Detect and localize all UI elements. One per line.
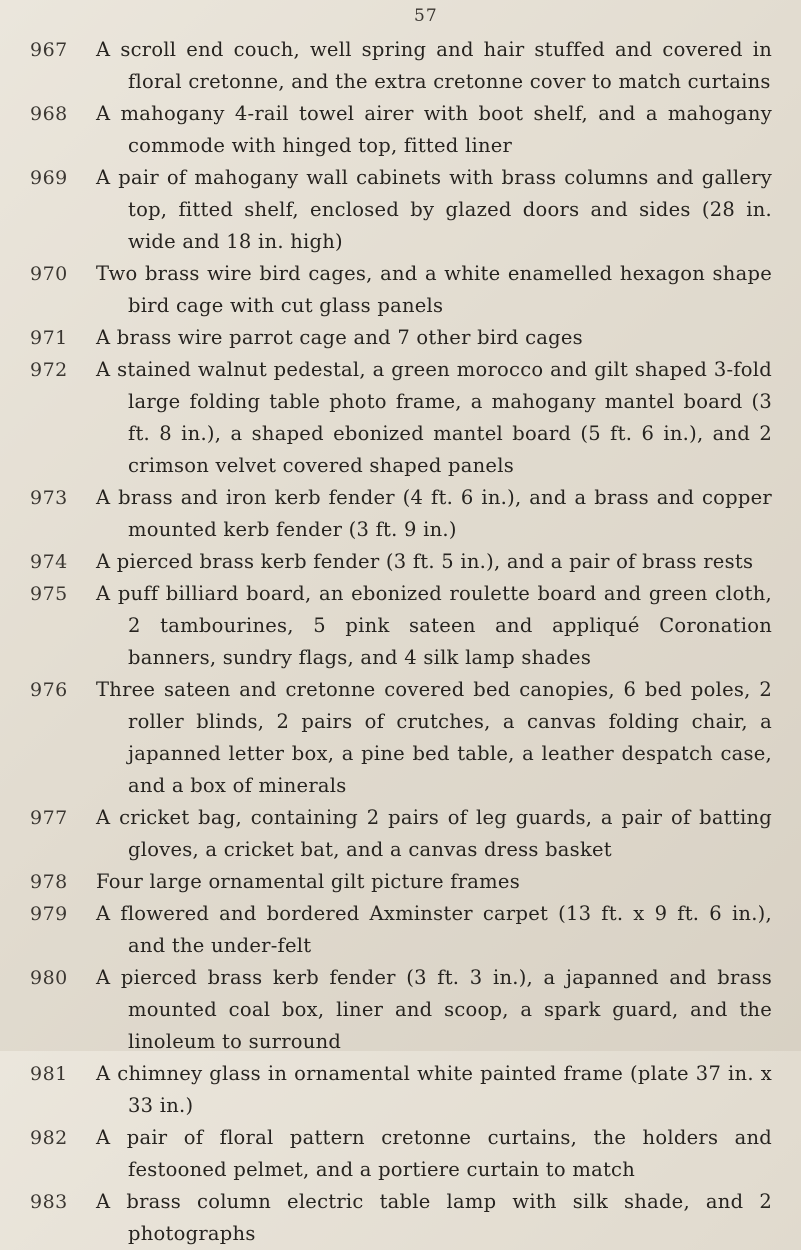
lot-description: A stained walnut pedestal, a green morocco and gilt shaped 3-fold large folding table photo frame, a mahogany mantel board (3 ft. 8 in.), a shaped ebonized mantel board (5 ft. 6 in.), and 2 crimson velvet covered shaped panels	[96, 358, 772, 477]
lot-description: Four large ornamental gilt picture frames	[96, 870, 520, 893]
lot-number: 975	[30, 583, 68, 605]
lot-description: Two brass wire bird cages, and a white enamelled hexagon shape bird cage with cut glass panels	[96, 262, 772, 317]
lot-description: A pair of floral pattern cretonne curtains, the holders and festooned pelmet, and a portiere curtain to match	[96, 1126, 772, 1181]
lot-description: A scroll end couch, well spring and hair stuffed and covered in floral cretonne, and the extra cretonne cover to match curtains	[96, 38, 772, 93]
lot-description: A cricket bag, containing 2 pairs of leg guards, a pair of batting gloves, a cricket bat, and a canvas dress basket	[96, 806, 772, 861]
lot-number: 968	[30, 103, 68, 125]
lot-number: 976	[30, 679, 68, 701]
lot-description: A brass and iron kerb fender (4 ft. 6 in.), and a brass and copper mounted kerb fender (3 ft. 9 in.)	[96, 486, 772, 541]
lot-description: A mahogany 4-rail towel airer with boot shelf, and a mahogany commode with hinged top, fitted liner	[96, 102, 772, 157]
lot-number: 983	[30, 1191, 68, 1213]
lot-number: 980	[30, 967, 68, 989]
page-number: 57	[414, 6, 438, 26]
lot-description: A chimney glass in ornamental white painted frame (plate 37 in. x 33 in.)	[96, 1062, 772, 1117]
lot-description: A puff billiard board, an ebonized roulette board and green cloth, 2 tambourines, 5 pink sateen and appliqué Coronation banners, sundry flags, and 4 silk lamp shades	[96, 582, 772, 669]
lot-description: A flowered and bordered Axminster carpet (13 ft. x 9 ft. 6 in.), and the under-felt	[96, 902, 772, 957]
lot-number: 978	[30, 871, 68, 893]
lot-description: A pierced brass kerb fender (3 ft. 3 in.), a japanned and brass mounted coal box, liner and scoop, a spark guard, and the linoleum to surround	[96, 966, 772, 1053]
lot-number: 969	[30, 167, 68, 189]
lot-description: A brass wire parrot cage and 7 other bird cages	[96, 326, 583, 349]
lot-number: 967	[30, 39, 68, 61]
lot-number: 970	[30, 263, 68, 285]
lot-description: Three sateen and cretonne covered bed canopies, 6 bed poles, 2 roller blinds, 2 pairs of crutches, a canvas folding chair, a japanned letter box, a pine bed table, a leather despatch case, and a box of minerals	[96, 678, 772, 797]
lot-number: 974	[30, 551, 68, 573]
lot-number: 973	[30, 487, 68, 509]
lot-number: 981	[30, 1063, 68, 1085]
lot-number: 971	[30, 327, 68, 349]
lot-number: 972	[30, 359, 68, 381]
lot-number: 977	[30, 807, 68, 829]
lot-number: 979	[30, 903, 68, 925]
lot-description: A brass column electric table lamp with silk shade, and 2 photographs	[96, 1190, 772, 1245]
lot-description: A pair of mahogany wall cabinets with brass columns and gallery top, fitted shelf, enclosed by glazed doors and sides (28 in. wide and 18 in. high)	[96, 166, 772, 253]
lot-description: A pierced brass kerb fender (3 ft. 5 in.), and a pair of brass rests	[96, 550, 754, 573]
lot-number: 982	[30, 1127, 68, 1149]
